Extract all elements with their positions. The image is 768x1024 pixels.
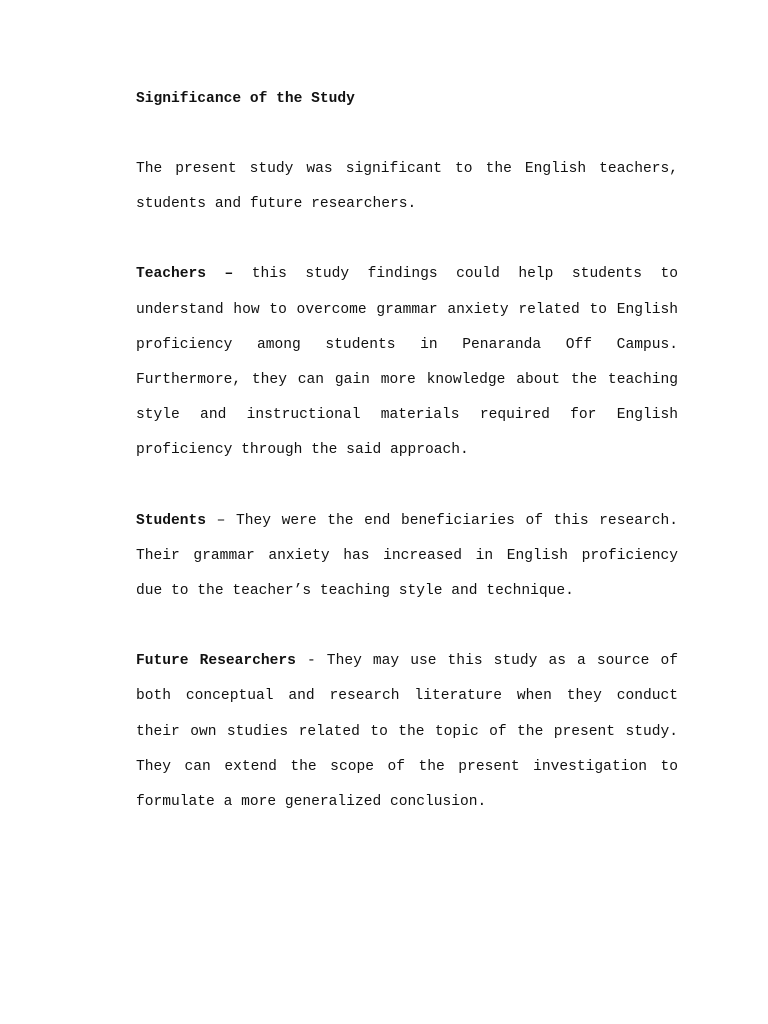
future-researchers-text: - They may use this study as a source of both conceptual and research literature when they conduct their own studies related to the topic of the present study. They can extend the scope of the present investigation to formulate a more generalized conclusion. xyxy=(136,653,678,811)
document-body xyxy=(136,82,678,855)
teachers-text: this study findings could help students to understand how to overcome grammar anxiety related to English proficiency among students in Penaranda Off Campus. Furthermore, they can gain more knowledge about the teaching style and instructional materials required for English proficiency through the said approach. xyxy=(136,266,678,459)
future-researchers-paragraph xyxy=(136,644,678,820)
students-paragraph xyxy=(136,504,678,610)
teachers-term: Teachers – xyxy=(136,266,234,283)
teachers-paragraph xyxy=(136,257,678,468)
future-researchers-term: Future Researchers xyxy=(136,653,296,670)
intro-paragraph: The present study was significant to the English teachers, students and future researchers. xyxy=(136,161,678,213)
students-term: Students xyxy=(136,512,207,529)
students-text: – They were the end beneficiaries of this research. Their grammar anxiety has increased in English proficiency due to the teacher’s teaching style and technique. xyxy=(136,512,678,600)
section-heading: Significance of the Study xyxy=(136,91,355,107)
